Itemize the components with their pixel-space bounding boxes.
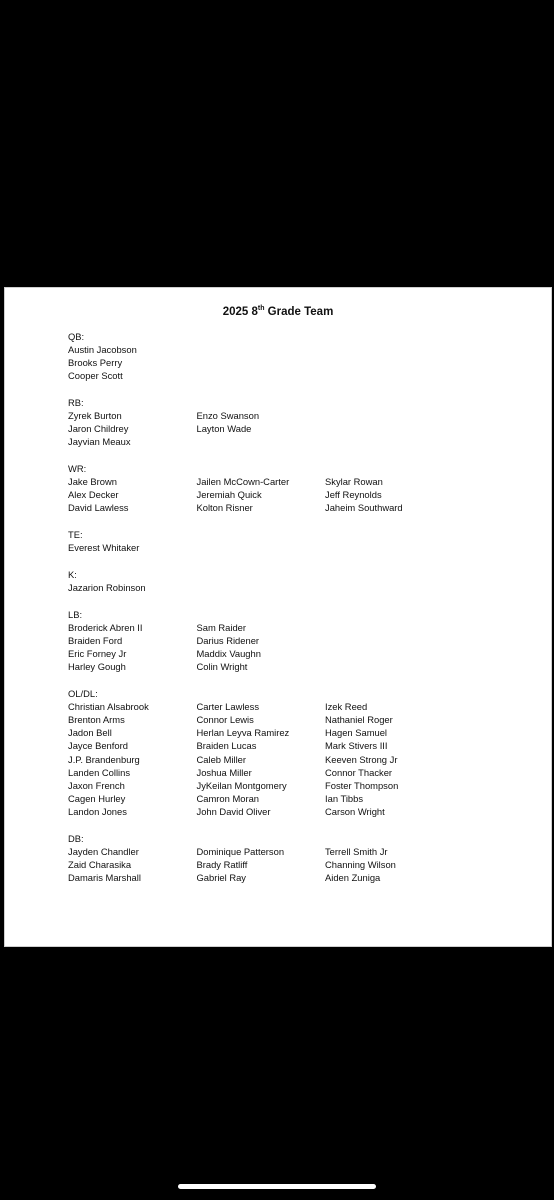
player-name: Cooper Scott [68, 370, 123, 382]
roster-section [68, 568, 528, 594]
title-superscript: th [257, 305, 265, 313]
name-column [197, 621, 326, 673]
name-columns [68, 541, 528, 554]
player-name: Zyrek Burton [68, 410, 122, 422]
player-name: Eric Forney Jr [68, 648, 127, 660]
roster-section [68, 832, 528, 884]
player-name: Jailen McCown-Carter [196, 476, 290, 488]
player-name: Jaxon French [68, 779, 125, 791]
position-heading: RB: [68, 397, 84, 409]
player-name: John David Oliver [196, 805, 271, 817]
name-column [68, 581, 197, 594]
player-name: JyKeilan Montgomery [196, 779, 287, 791]
player-name: David Lawless [68, 502, 129, 514]
player-name: Layton Wade [196, 423, 252, 435]
title-prefix: 2025 8 [222, 306, 258, 318]
player-name: Connor Thacker [325, 766, 393, 778]
name-column [68, 845, 197, 884]
name-column [197, 700, 326, 818]
player-name: Alex Decker [68, 489, 119, 501]
name-columns [68, 581, 528, 594]
name-columns [68, 343, 528, 382]
roster-section [68, 462, 528, 514]
position-heading: K: [68, 569, 77, 581]
player-name: Izek Reed [325, 701, 368, 713]
position-heading: DB: [68, 832, 84, 844]
name-columns [68, 409, 528, 448]
player-name: Gabriel Ray [196, 872, 246, 883]
roster-section [68, 396, 528, 448]
name-column [68, 409, 197, 448]
document-title [5, 306, 551, 318]
player-name: Herlan Leyva Ramirez [196, 727, 290, 739]
player-name: Dominique Patterson [196, 845, 285, 857]
home-indicator[interactable] [178, 1184, 376, 1189]
name-column [68, 700, 197, 818]
player-name: Ian Tibbs [325, 792, 364, 804]
player-name: Enzo Swanson [196, 410, 260, 422]
player-name: Terrell Smith Jr [325, 845, 388, 857]
player-name: Colin Wright [196, 661, 248, 673]
player-name: Braiden Lucas [196, 740, 257, 752]
position-heading: WR: [68, 463, 87, 475]
player-name: Caleb Miller [196, 753, 246, 765]
player-name: Carson Wright [325, 805, 385, 817]
player-name: Jeff Reynolds [325, 489, 382, 501]
player-name: Nathaniel Roger [325, 714, 393, 726]
position-heading: QB: [68, 331, 85, 342]
player-name: Hagen Samuel [325, 727, 388, 739]
player-name: Jaheim Southward [325, 502, 403, 514]
player-name: Maddix Vaughn [196, 648, 261, 660]
name-column [68, 343, 197, 382]
document-page [4, 287, 552, 947]
player-name: Jaron Childrey [68, 423, 129, 435]
roster-section [68, 528, 528, 554]
name-column [197, 475, 326, 514]
name-columns [68, 621, 528, 673]
roster [68, 330, 528, 898]
player-name: Jeremiah Quick [196, 489, 262, 501]
player-name: Connor Lewis [196, 714, 254, 726]
player-name: Cagen Hurley [68, 792, 126, 804]
name-column [68, 475, 197, 514]
name-column [325, 700, 454, 818]
player-name: Aiden Zuniga [325, 872, 381, 883]
player-name: Jadon Bell [68, 727, 112, 739]
player-name: Broderick Abren II [68, 622, 143, 634]
name-column [68, 541, 197, 554]
player-name: J.P. Brandenburg [68, 753, 140, 765]
player-name: Jazarion Robinson [68, 582, 146, 594]
player-name: Joshua Miller [196, 766, 252, 778]
player-name: Everest Whitaker [68, 542, 140, 554]
player-name: Jayden Chandler [68, 845, 139, 857]
player-name: Brenton Arms [68, 714, 125, 726]
player-name: Landon Jones [68, 805, 127, 817]
player-name: Brooks Perry [68, 357, 123, 369]
name-column [325, 475, 454, 514]
player-name: Zaid Charasika [68, 858, 132, 870]
player-name: Austin Jacobson [68, 344, 137, 356]
position-heading: LB: [68, 608, 83, 620]
player-name: Jake Brown [68, 476, 117, 488]
player-name: Camron Moran [196, 792, 260, 804]
player-name: Channing Wilson [325, 858, 396, 870]
position-heading: OL/DL: [68, 688, 98, 700]
player-name: Kolton Risner [196, 502, 253, 514]
name-column [197, 845, 326, 884]
player-name: Carter Lawless [196, 701, 260, 713]
player-name: Jayvian Meaux [68, 436, 131, 448]
name-column [68, 621, 197, 673]
name-column [197, 409, 326, 448]
position-heading: TE: [68, 529, 83, 541]
player-name: Harley Gough [68, 661, 126, 673]
player-name: Jayce Benford [68, 740, 128, 752]
player-name: Braiden Ford [68, 635, 123, 647]
player-name: Christian Alsabrook [68, 701, 149, 713]
roster-section [68, 608, 528, 673]
player-name: Landen Collins [68, 766, 131, 778]
player-name: Keeven Strong Jr [325, 753, 398, 765]
name-columns [68, 475, 528, 514]
name-columns [68, 700, 528, 818]
player-name: Brady Ratliff [196, 858, 248, 870]
name-columns [68, 845, 528, 884]
player-name: Foster Thompson [325, 779, 399, 791]
player-name: Damaris Marshall [68, 872, 141, 883]
player-name: Sam Raider [196, 622, 246, 634]
player-name: Skylar Rowan [325, 476, 383, 488]
roster-section [68, 330, 528, 382]
player-name: Darius Ridener [196, 635, 260, 647]
title-suffix: Grade Team [264, 306, 334, 318]
name-column [325, 845, 454, 884]
player-name: Mark Stivers III [325, 740, 388, 752]
roster-section [68, 687, 528, 818]
